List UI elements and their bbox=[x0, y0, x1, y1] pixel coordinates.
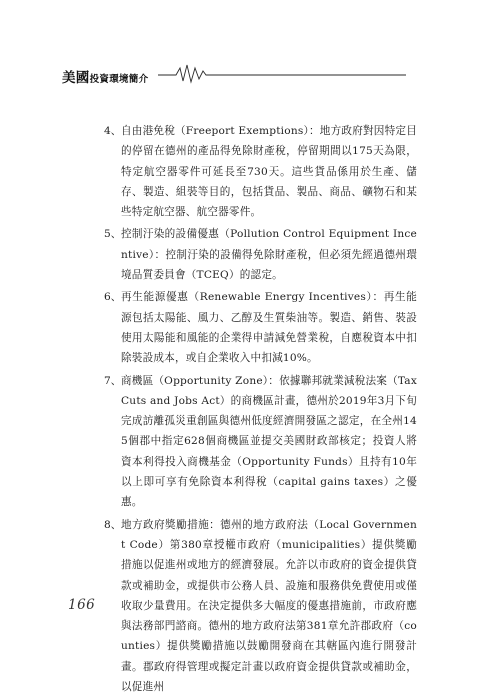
list-item bbox=[104, 121, 417, 222]
body-text bbox=[104, 121, 417, 697]
item-number: 4、 bbox=[104, 125, 122, 137]
page-number: 166 bbox=[68, 597, 96, 613]
list-item bbox=[104, 287, 417, 368]
item-number: 8、 bbox=[104, 518, 122, 531]
list-item bbox=[104, 224, 417, 285]
item-text: 自由港免稅（Freeport Exemptions）：地方政府對因特定目的停留在德州的產品得免除財產稅，停留期間以175天為限，特定航空器零件可延長至730天。這些貨品係用於生產、儲存、製造、組裝等目的，包括貨品、製品、商品、礦物石和某些特定航空器、航空器零件。 bbox=[121, 125, 417, 219]
header-wave-line-icon bbox=[62, 62, 406, 84]
item-number: 6、 bbox=[104, 291, 122, 304]
item-text: 地方政府獎勵措施：德州的地方政府法（Local Government Code）第380章授權市政府（municipalities）提供獎勵措施以促進州或地方的經濟發展。允許以市政府的資金提供貸款或補助金，或提供市公務人員、設施和服務供免費使用或僅收取少量費用。在決定提供多大幅度的優惠措施前，市政府應與法務部門諮商。德州的地方政府法第381章允許郡政府（counties）提供獎勵措施以鼓勵開發商在其轄區內進行開發計畫。郡政府得管理或擬定計畫以政府資金提供貸款或補助金，以促進州 bbox=[121, 518, 417, 694]
item-text: 商機區（Opportunity Zone）：依據聯邦就業減稅法案（Tax Cuts and Jobs Act）的商機區計畫，德州於2019年3月下旬完成訪離孤災重創區與德州低度經濟開發區之認定，在全州145個郡中指定628個商機區並提交美國財政部核定；投資人將資本利得投入商機基金（Opportunity Funds）且持有10年以上即可享有免除資本利得稅（capital gains taxes）之優惠。 bbox=[121, 374, 417, 509]
header-title-main: 美國 bbox=[62, 70, 90, 86]
item-text: 再生能源優惠（Renewable Energy Incentives）：再生能源包括太陽能、風力、乙醇及生質柴油等。製造、銷售、裝設使用太陽能和風能的企業得申請減免營業稅，自應稅資本中扣除裝設成本，或自企業收入中扣減10%。 bbox=[121, 291, 417, 365]
item-text: 控制汙染的設備優惠（Pollution Control Equipment Incentive）：控制汙染的設備得免除財產稅，但必須先經過德州環境品質委員會（TCEQ）的認定。 bbox=[121, 228, 417, 282]
item-number: 7、 bbox=[104, 374, 122, 387]
list-item bbox=[104, 371, 417, 513]
item-number: 5、 bbox=[104, 228, 122, 241]
list-item bbox=[104, 515, 417, 697]
running-header bbox=[62, 62, 406, 84]
header-title-sub: 投資環境簡介 bbox=[89, 74, 149, 85]
